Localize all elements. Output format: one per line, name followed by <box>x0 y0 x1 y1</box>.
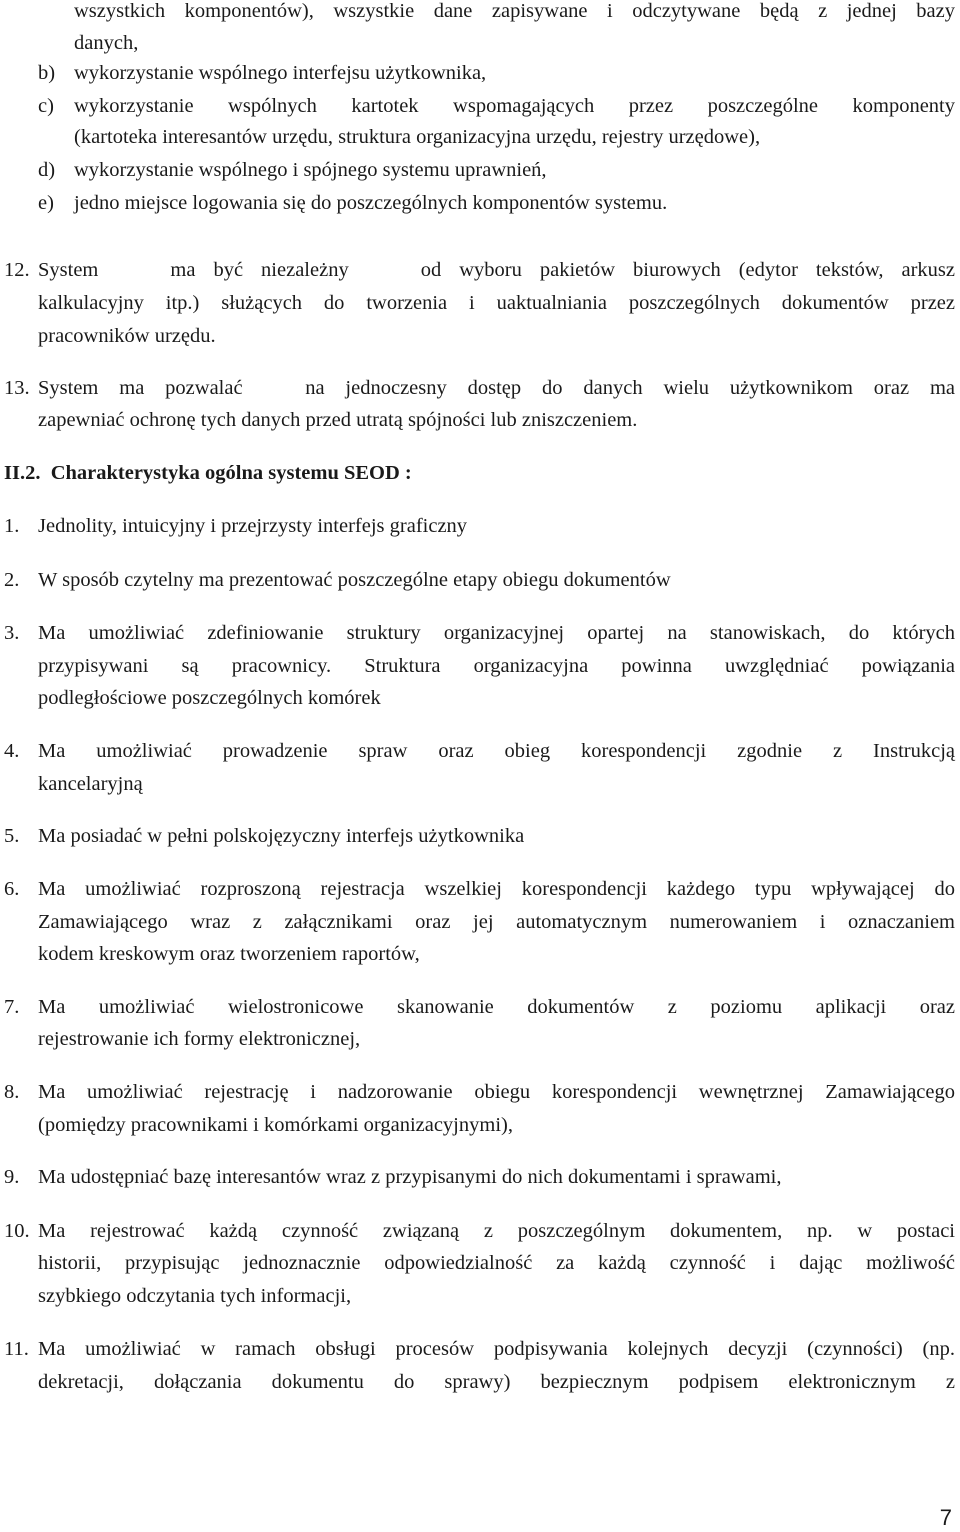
section-heading: II.2. Charakterystyka ogólna systemu SEOD : <box>4 462 412 484</box>
feature-8-number: 8. <box>4 1081 20 1103</box>
list-item-b-label: b) <box>38 62 56 84</box>
feature-6-number: 6. <box>4 878 20 900</box>
feature-11-number: 11. <box>4 1338 29 1360</box>
list-item-e-label: e) <box>38 192 54 214</box>
list-item-c-label: c) <box>38 95 54 117</box>
intro-continuation-line-2: danych, <box>74 32 139 54</box>
feature-10-number: 10. <box>4 1220 30 1242</box>
list-item-b-text: wykorzystanie wspólnego interfejsu użytkownika, <box>74 62 487 84</box>
requirement-12-line-1: System ma być niezależny od wyboru pakietów biurowych (edytor tekstów, arkusz <box>38 259 955 281</box>
feature-10-line-3: szybkiego odczytania tych informacji, <box>38 1285 352 1307</box>
feature-1-number: 1. <box>4 515 20 537</box>
feature-4-line-2: kancelaryjną <box>38 773 143 795</box>
feature-9-number: 9. <box>4 1166 20 1188</box>
feature-1-text: Jednolity, intuicyjny i przejrzysty interfejs graficzny <box>38 515 468 537</box>
page-number: 7 <box>939 1505 952 1530</box>
feature-6-line-1: Ma umożliwiać rozproszoną rejestracja wszelkiej korespondencji każdego typu wpływającej do <box>38 878 955 900</box>
feature-3-number: 3. <box>4 622 20 644</box>
feature-7-line-1: Ma umożliwiać wielostronicowe skanowanie dokumentów z poziomu aplikacji oraz <box>38 996 955 1018</box>
requirement-12-line-2: kalkulacyjny itp.) służących do tworzenia i uaktualniania poszczególnych dokumentów przez <box>38 292 955 314</box>
list-item-d-text: wykorzystanie wspólnego i spójnego systemu uprawnień, <box>74 159 547 181</box>
feature-6-line-3: kodem kreskowym oraz tworzeniem raportów, <box>38 943 420 965</box>
feature-8-line-1: Ma umożliwiać rejestrację i nadzorowanie obiegu korespondencji wewnętrznej Zamawiającego <box>38 1081 955 1103</box>
feature-4-number: 4. <box>4 740 20 762</box>
feature-3-line-1: Ma umożliwiać zdefiniowanie struktury organizacyjnej opartej na stanowiskach, do których <box>38 622 955 644</box>
feature-10-line-2: historii, przypisując jednoznacznie odpowiedzialność za każdą czynność i dając możliwość <box>38 1252 955 1274</box>
feature-10-line-1: Ma rejestrować każdą czynność związaną z poszczególnym dokumentem, np. w postaci <box>38 1220 955 1242</box>
list-item-c-text-line-2: (kartoteka interesantów urzędu, struktura organizacyjna urzędu, rejestry urzędowe), <box>74 126 761 148</box>
requirement-12-line-3: pracowników urzędu. <box>38 325 216 347</box>
feature-2-text: W sposób czytelny ma prezentować poszczególne etapy obiegu dokumentów <box>38 569 671 591</box>
requirement-13-line-1: System ma pozwalać na jednoczesny dostęp do danych wielu użytkownikom oraz ma <box>38 377 955 399</box>
feature-2-number: 2. <box>4 569 20 591</box>
feature-4-line-1: Ma umożliwiać prowadzenie spraw oraz obieg korespondencji zgodnie z Instrukcją <box>38 740 955 762</box>
requirement-13-number: 13. <box>4 377 30 399</box>
feature-11-line-2: dekretacji, dołączania dokumentu do sprawy) bezpiecznym podpisem elektronicznym z <box>38 1371 955 1393</box>
feature-7-number: 7. <box>4 996 20 1018</box>
list-item-d-label: d) <box>38 159 56 181</box>
intro-continuation-line-1: wszystkich komponentów), wszystkie dane zapisywane i odczytywane będą z jednej bazy <box>74 0 955 22</box>
feature-11-line-1: Ma umożliwiać w ramach obsługi procesów podpisywania kolejnych decyzji (czynności) (np. <box>38 1338 955 1360</box>
requirement-13-line-2: zapewniać ochronę tych danych przed utratą spójności lub zniszczeniem. <box>38 409 638 431</box>
feature-5-number: 5. <box>4 825 20 847</box>
requirement-12-number: 12. <box>4 259 30 281</box>
feature-5-text: Ma posiadać w pełni polskojęzyczny interfejs użytkownika <box>38 825 525 847</box>
feature-8-line-2: (pomiędzy pracownikami i komórkami organizacyjnymi), <box>38 1114 513 1136</box>
feature-7-line-2: rejestrowanie ich formy elektronicznej, <box>38 1028 361 1050</box>
feature-6-line-2: Zamawiającego wraz z załącznikami oraz jej automatycznym numerowaniem i oznaczaniem <box>38 911 955 933</box>
feature-3-line-2: przypisywani są pracownicy. Struktura organizacyjna powinna uwzględniać powiązania <box>38 655 955 677</box>
list-item-e-text: jedno miejsce logowania się do poszczególnych komponentów systemu. <box>74 192 668 214</box>
feature-9-text: Ma udostępniać bazę interesantów wraz z przypisanymi do nich dokumentami i sprawami, <box>38 1166 782 1188</box>
feature-3-line-3: podległościowe poszczególnych komórek <box>38 687 381 709</box>
list-item-c-text-line-1: wykorzystanie wspólnych kartotek wspomagających przez poszczególne komponenty <box>74 95 955 117</box>
